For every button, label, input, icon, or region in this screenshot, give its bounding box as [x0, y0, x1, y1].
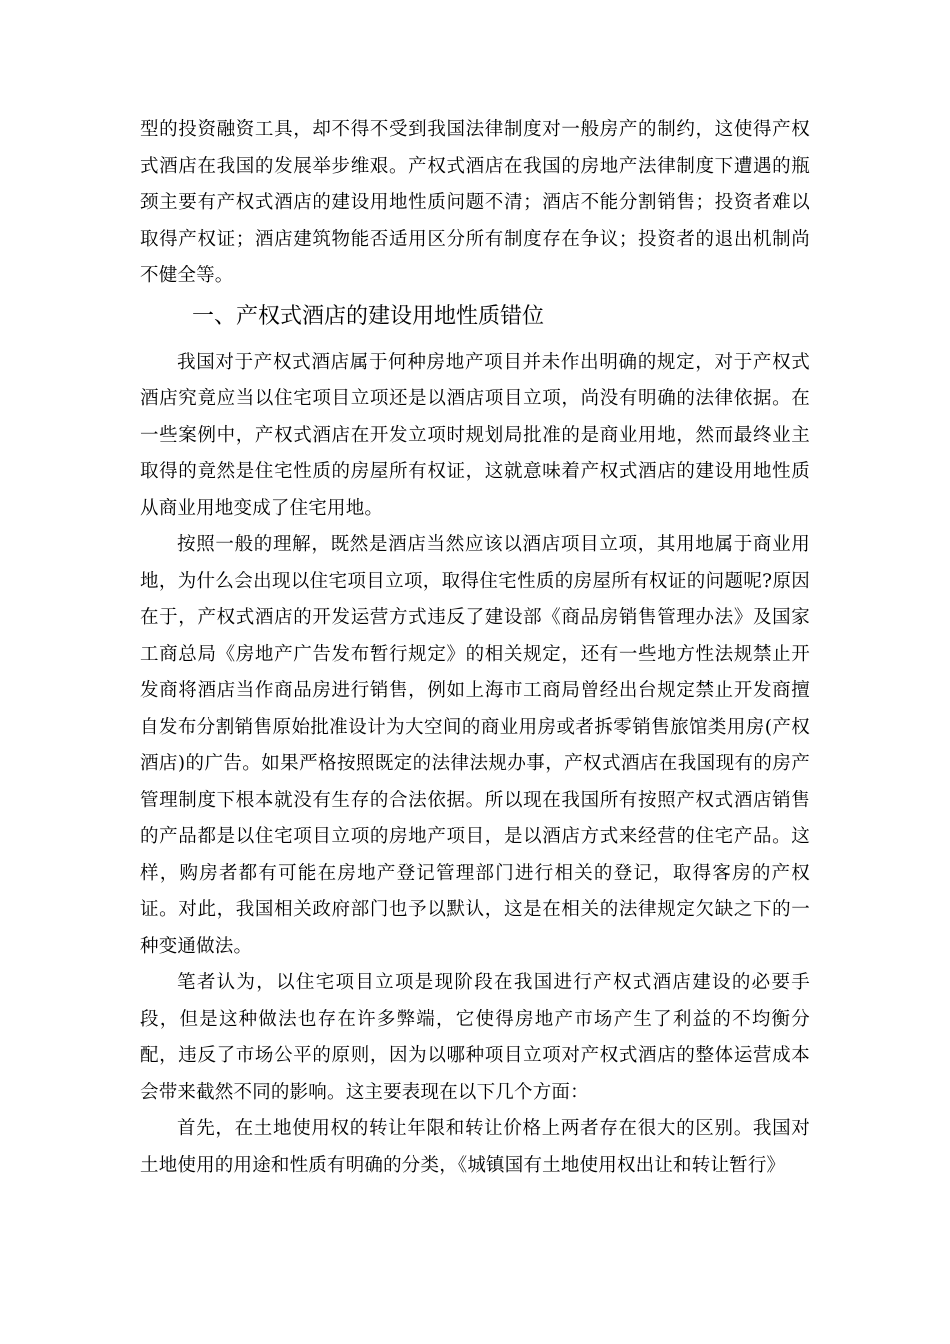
continuation-paragraph: 型的投资融资工具，却不得不受到我国法律制度对一般房产的制约，这使得产权式酒店在我国的发展举步维艰。产权式酒店在我国的房地产法律制度下遭遇的瓶颈主要有产权式酒店的建设用地性质问题不清；酒店不能分割销售；投资者难以取得产权证；酒店建筑物能否适用区分所有制度存在争议；投资者的退出机制尚不健全等。	[140, 119, 810, 286]
body-paragraph-2: 按照一般的理解，既然是酒店当然应该以酒店项目立项，其用地属于商业用地，为什么会出现以住宅项目立项，取得住宅性质的房屋所有权证的问题呢?原因在于，产权式酒店的开发运营方式违反了建设部《商品房销售管理办法》及国家工商总局《房地产广告发布暂行规定》的相关规定，还有一些地方性法规禁止开发商将酒店当作商品房进行销售，例如上海市工商局曾经出台规定禁止开发商擅自发布分割销售原始批准设计为大空间的商业用房或者拆零销售旅馆类用房(产权酒店)的广告。如果严格按照既定的法律法规办事，产权式酒店在我国现有的房产管理制度下根本就没有生存的合法依据。所以现在我国所有按照产权式酒店销售的产品都是以住宅项目立项的房地产项目，是以酒店方式来经营的住宅产品。这样，购房者都有可能在房地产登记管理部门进行相关的登记，取得客房的产权证。对此，我国相关政府部门也予以默认，这是在相关的法律规定欠缺之下的一种变通做法。	[140, 534, 810, 957]
body-paragraph-4: 首先，在土地使用权的转让年限和转让价格上两者存在很大的区别。我国对土地使用的用途和性质有明确的分类，《城镇国有土地使用权出让和转让暂行》	[140, 1118, 810, 1176]
section-heading: 一、产权式酒店的建设用地性质错位	[192, 303, 545, 329]
body-paragraph-3: 笔者认为，以住宅项目立项是现阶段在我国进行产权式酒店建设的必要手段，但是这种做法也存在许多弊端，它使得房地产市场产生了利益的不均衡分配，违反了市场公平的原则，因为以哪种项目立项对产权式酒店的整体运营成本会带来截然不同的影响。这主要表现在以下几个方面：	[140, 972, 810, 1103]
body-paragraph-1: 我国对于产权式酒店属于何种房地产项目并未作出明确的规定，对于产权式酒店究竟应当以住宅项目立项还是以酒店项目立项，尚没有明确的法律依据。在一些案例中，产权式酒店在开发立项时规划局批准的是商业用地，然而最终业主取得的竟然是住宅性质的房屋所有权证，这就意味着产权式酒店的建设用地性质从商业用地变成了住宅用地。	[140, 351, 810, 519]
document-page	[140, 112, 810, 1184]
